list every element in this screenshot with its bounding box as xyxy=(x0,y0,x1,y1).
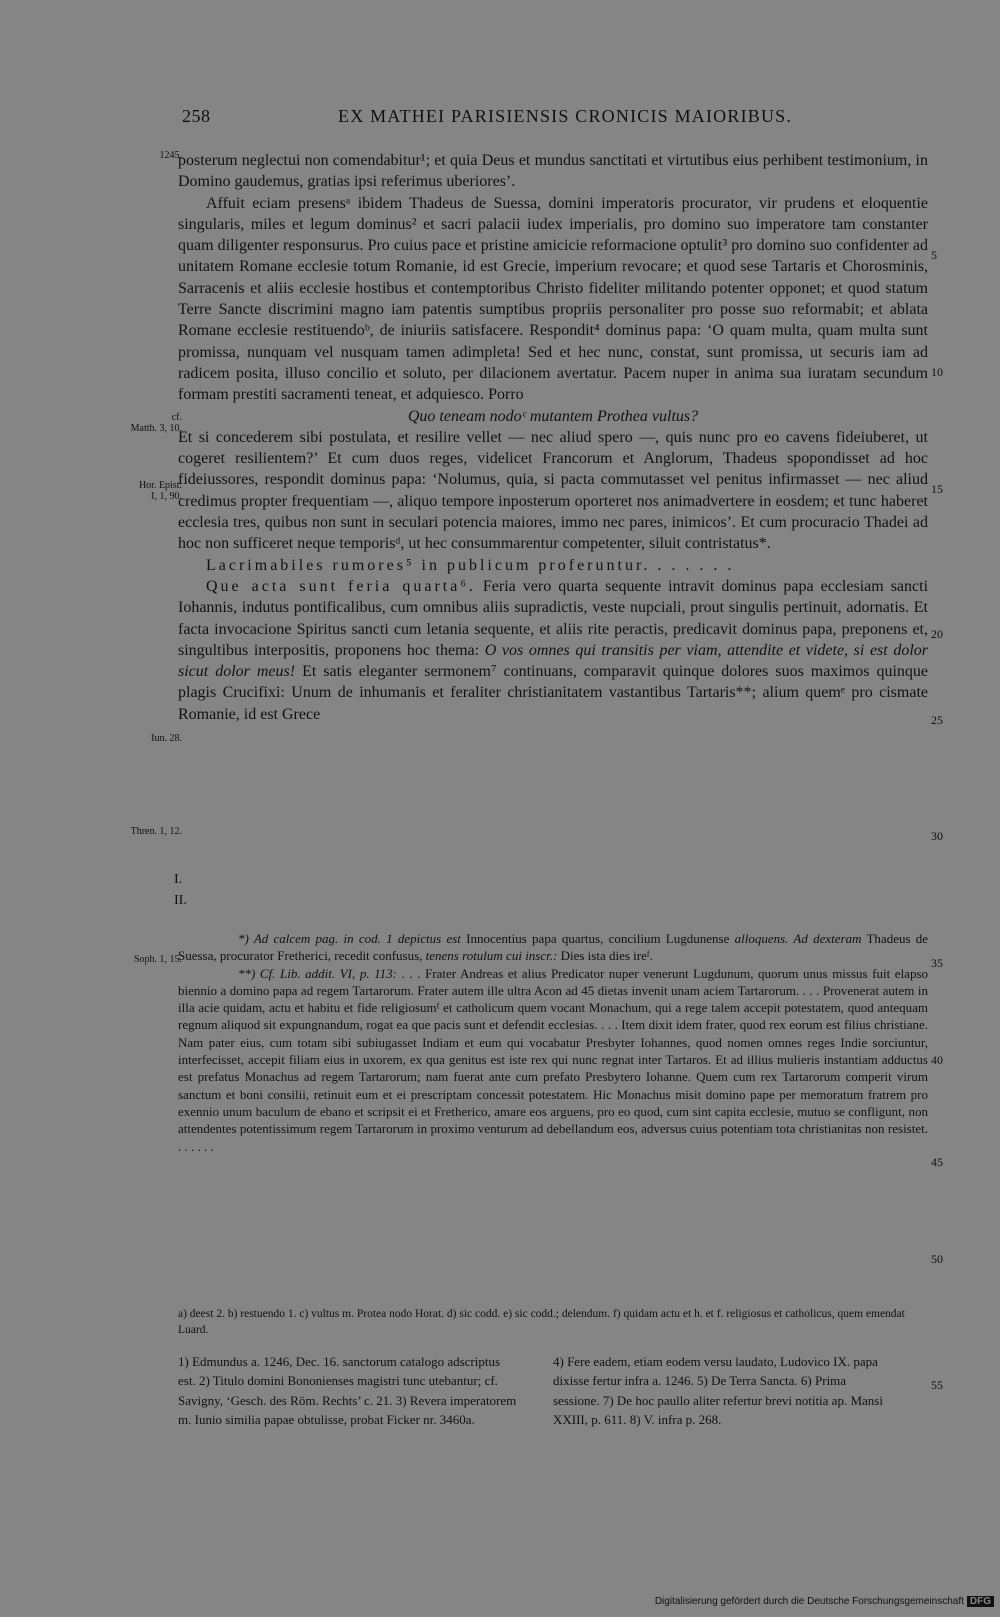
note-text: Innocentius papa quartus, concilium Lugdunense xyxy=(466,931,730,946)
line-number: 5 xyxy=(931,248,937,262)
margin-date: Iun. 28. xyxy=(151,733,182,744)
footnotes-left: 1) Edmundus a. 1246, Dec. 16. sanctorum catalogo adscriptus est. 2) Titulo domini Bononienses magistri tunc utebantur; cf. Savigny, ‘Gesch. des Röm. Rechts’ c. 21. 3) Revera imperatorem m. Iunio similia papae obtulisse, probat Ficker nr. 3460a. xyxy=(178,1354,517,1428)
note-text: tenens rotulum cui inscr.: xyxy=(425,948,558,964)
margin-soph-ref: Soph. 1, 15. xyxy=(133,954,182,965)
editorial-notes xyxy=(178,930,928,1155)
note-text: Thadeus de Suessa, procurator Fretherici, recedit confusus, xyxy=(178,931,929,964)
line-number: 15 xyxy=(931,482,943,496)
roman-numeral: II. xyxy=(174,893,187,908)
note-text: **) Cf. Lib. addit. VI, p. 113: xyxy=(238,965,398,981)
paragraph: Affuit eciam presensᵃ ibidem Thadeus de Suessa, domini imperatoris procurator, vir prudens et eloquentie singularis, miles et legum dominus² et sacri palacii iudex imperialis, pro domino suo imperatore tam constanter quam diligenter responsurus. Pro cuius pace et pristine amicicie reformacione optulit³ pro domino suo confidenter ad unitatem Romane ecclesie totum Romanie, id est Grecie, imperium revocare; et quod sese Tartaris et Chorosminis, Sarracenis et aliis ecclesie hostibus et contemptoribus Christo fideliter militando potenter opponet; et quod statum Terre Sancte discrimini magno iam patentis sumptibus propriis personaliter pro posse suo reformabit; et ablata Romane ecclesie restituendoᵇ, de iniuriis satisfacere. Respondit⁴ dominus papa: ‘O quam multa, quam multa sunt promissa, nunquam vel nusquam tamen adimpleta! Sed et hec nunc, constat, sunt promissa, ut securis iam ad radicem posita, illuso concilio et soluto, per dilacionem avertatur. Pacem nuper in anima sua iuratam secundum formam prestiti sacramenti teneat, et adquiesco. Porro xyxy=(178,194,928,404)
margin-cf: cf. xyxy=(171,412,182,423)
line-number: 35 xyxy=(931,956,943,970)
line-number: 20 xyxy=(931,627,943,641)
section-heading: Que acta sunt feria quarta⁶. xyxy=(206,577,476,595)
line-number: 40 xyxy=(931,1053,943,1067)
margin-year: 1245. xyxy=(159,150,182,161)
note-text: Dies ista dies ireᶠ. xyxy=(560,948,653,964)
line-number: 55 xyxy=(931,1378,943,1392)
roman-numeral: I. xyxy=(174,872,183,887)
paragraph: Feria vero quarta sequente intravit dominus papa ecclesiam sancti Iohannis, indutus pontificalibus, cum omnibus aliis supradictis, veste nupciali, prout singulis pertinuit, adornatis. Et facta invocacione Spiritus sancti cum letania sequente, et aliis rite peractis, predicavit dominus papa, preponens et, singultibus interpositis, proponens hoc thema: xyxy=(178,577,929,659)
footnotes-right: 4) Fere eadem, etiam eodem versu laudato, Ludovico IX. papa dixisse fertur infra a. 1246. 5) De Terra Sancta. 6) Prima sessione. 7) De hoc paullo aliter refertur brevi notitia ap. Mansi XXIII, p. 611. 8) V. infra p. 268. xyxy=(553,1354,883,1428)
margin-matth-ref: Matth. 3, 10. xyxy=(130,423,182,434)
page-number: 258 xyxy=(182,106,211,126)
paragraph: Et satis eleganter sermonem⁷ continuans, comparavit quinque dolores suos maximos quinque plagis Crucifixi: Unum de inhumanis et feraliter christianitatem vastantibus Tartaris**; alium quemᵉ pro cismate Romanie, id est Grece xyxy=(178,663,928,723)
line-number: 30 xyxy=(931,829,943,843)
section-heading: Lacrimabiles rumores⁵ in publicum proferuntur. . . . . . . xyxy=(206,556,735,574)
paragraph: posterum neglectui non comendabitur¹; et quia Deus et mundus sanctitati et virtutibus eius perhibent testimonium, in Domino gaudemus, gratias ipsi referimus uberiores’. xyxy=(178,152,928,191)
scripture-quote: O vos omnes qui transitis per viam, attendite et videte, si est dolor sicut dolor meus! xyxy=(178,641,929,681)
running-title: EX MATHEI PARISIENSIS CRONICIS MAIORIBUS. xyxy=(338,106,793,126)
line-number: 25 xyxy=(931,713,943,727)
digitization-credit xyxy=(655,1596,994,1607)
line-number: 45 xyxy=(931,1155,943,1169)
line-number: 10 xyxy=(931,365,943,379)
note-text: alloquens. Ad dexteram xyxy=(734,931,862,946)
note-text: . . . Frater Andreas et alius Predicator nuper venerunt Lugdunum, quorum unus missus fuit elapso biennio a domino papa ad regem Tartarorum. Frater autem ille ultra Acon ad 45 dietas invenit unam aciem Tartarorum. . . . Provenerat autem in illa acie quidam, actu et habitu et fide religiosumᶠ et catholicum quem vocant Monachum, qui a rege talem accepit potestatem, quod antequam regnum aliquod sit expungnandum, rogat ea que pacis sunt et defendit ecclesias. . . . Item dixit idem frater, quod rex eorum est filius christiane. Nam pater eius, cum totam sibi subiugasset Indiam et eum qui vocabatur Presbyter Iohannes, quod nomen omnes reges Indie sorciuntur, interfecisset, accepit filiam eius in uxorem, ex qua genitus est iste rex qui nunc regnat inter Tartaros. Et ad illius mulieris instantiam adductus est prefatus Monachus ad regem Tartarorum; nam fuerat ante cum prefato Presbytero Iohanne. Quem cum rex Tartarorum comperit virum sanctum et boni consilii, retinuit eum et ei prescriptam concessit potestatem. Hic Monachus misit domino pape per memoratum fratrem pro exennio unum baculum de ebano et scripsit ei et Fretherico, amare eos arguens, pro eo quod, cum sint capita ecclesie, mutuo se confligunt, non attendentes potentissimum regem Tartarorum in proximo venturum ad debellandum eos, adversus cuius potentiam tota christianitas non resistet. . . . . . . xyxy=(178,965,929,1154)
note-text: *) Ad calcem pag. in cod. 1 depictus est xyxy=(238,931,461,946)
main-text xyxy=(178,150,928,725)
margin-hor-ref: Hor. Epist. xyxy=(138,480,182,491)
credit-text: Digitalisierung gefördert durch die Deutsche Forschungsgemeinschaft xyxy=(654,1596,964,1607)
dfg-logo: DFG xyxy=(967,1596,994,1607)
paragraph: Et si concederem sibi postulata, et resilire vellet — nec aliud spero —, quis nunc pro eo cavens fideiuberet, ut cogeret resilientem?’ Et cum duos reges, videlicet Francorum et Anglorum, Thadeus spopondisset ad hoc fideiussores, respondit dominus papa: ‘Nolumus, quia, si pacta commutasset vel penitus infirmasset — nec aliud credimus propter frequentiam —, aliquo tempore inposterum oporteret nos animadvertere in eosdem; et tunc haberet ecclesia tres, quibus non sunt in seculari potencia maiores, immo nec pares, inimicos’. Et cum procuracio Thadei ad hoc non sufficeret neque temporisᵈ, ut hec consummarentur competenter, siluit contristatus*. xyxy=(178,428,928,553)
line-number: 50 xyxy=(931,1252,943,1266)
margin-hor-ref-2: I, 1, 90. xyxy=(151,491,182,502)
variant-readings: a) deest 2. b) restuendo 1. c) vultus m. Protea nodo Horat. d) sic codd. e) sic codd.; delendum. f) quidam actu et h. et f. religiosus et catholicus, quem emendat Luard. xyxy=(178,1308,905,1336)
margin-thren-ref: Thren. 1, 12. xyxy=(130,826,182,837)
verse-quote: Quo teneam nodoᶜ mutantem Prothea vultus? xyxy=(407,407,699,425)
